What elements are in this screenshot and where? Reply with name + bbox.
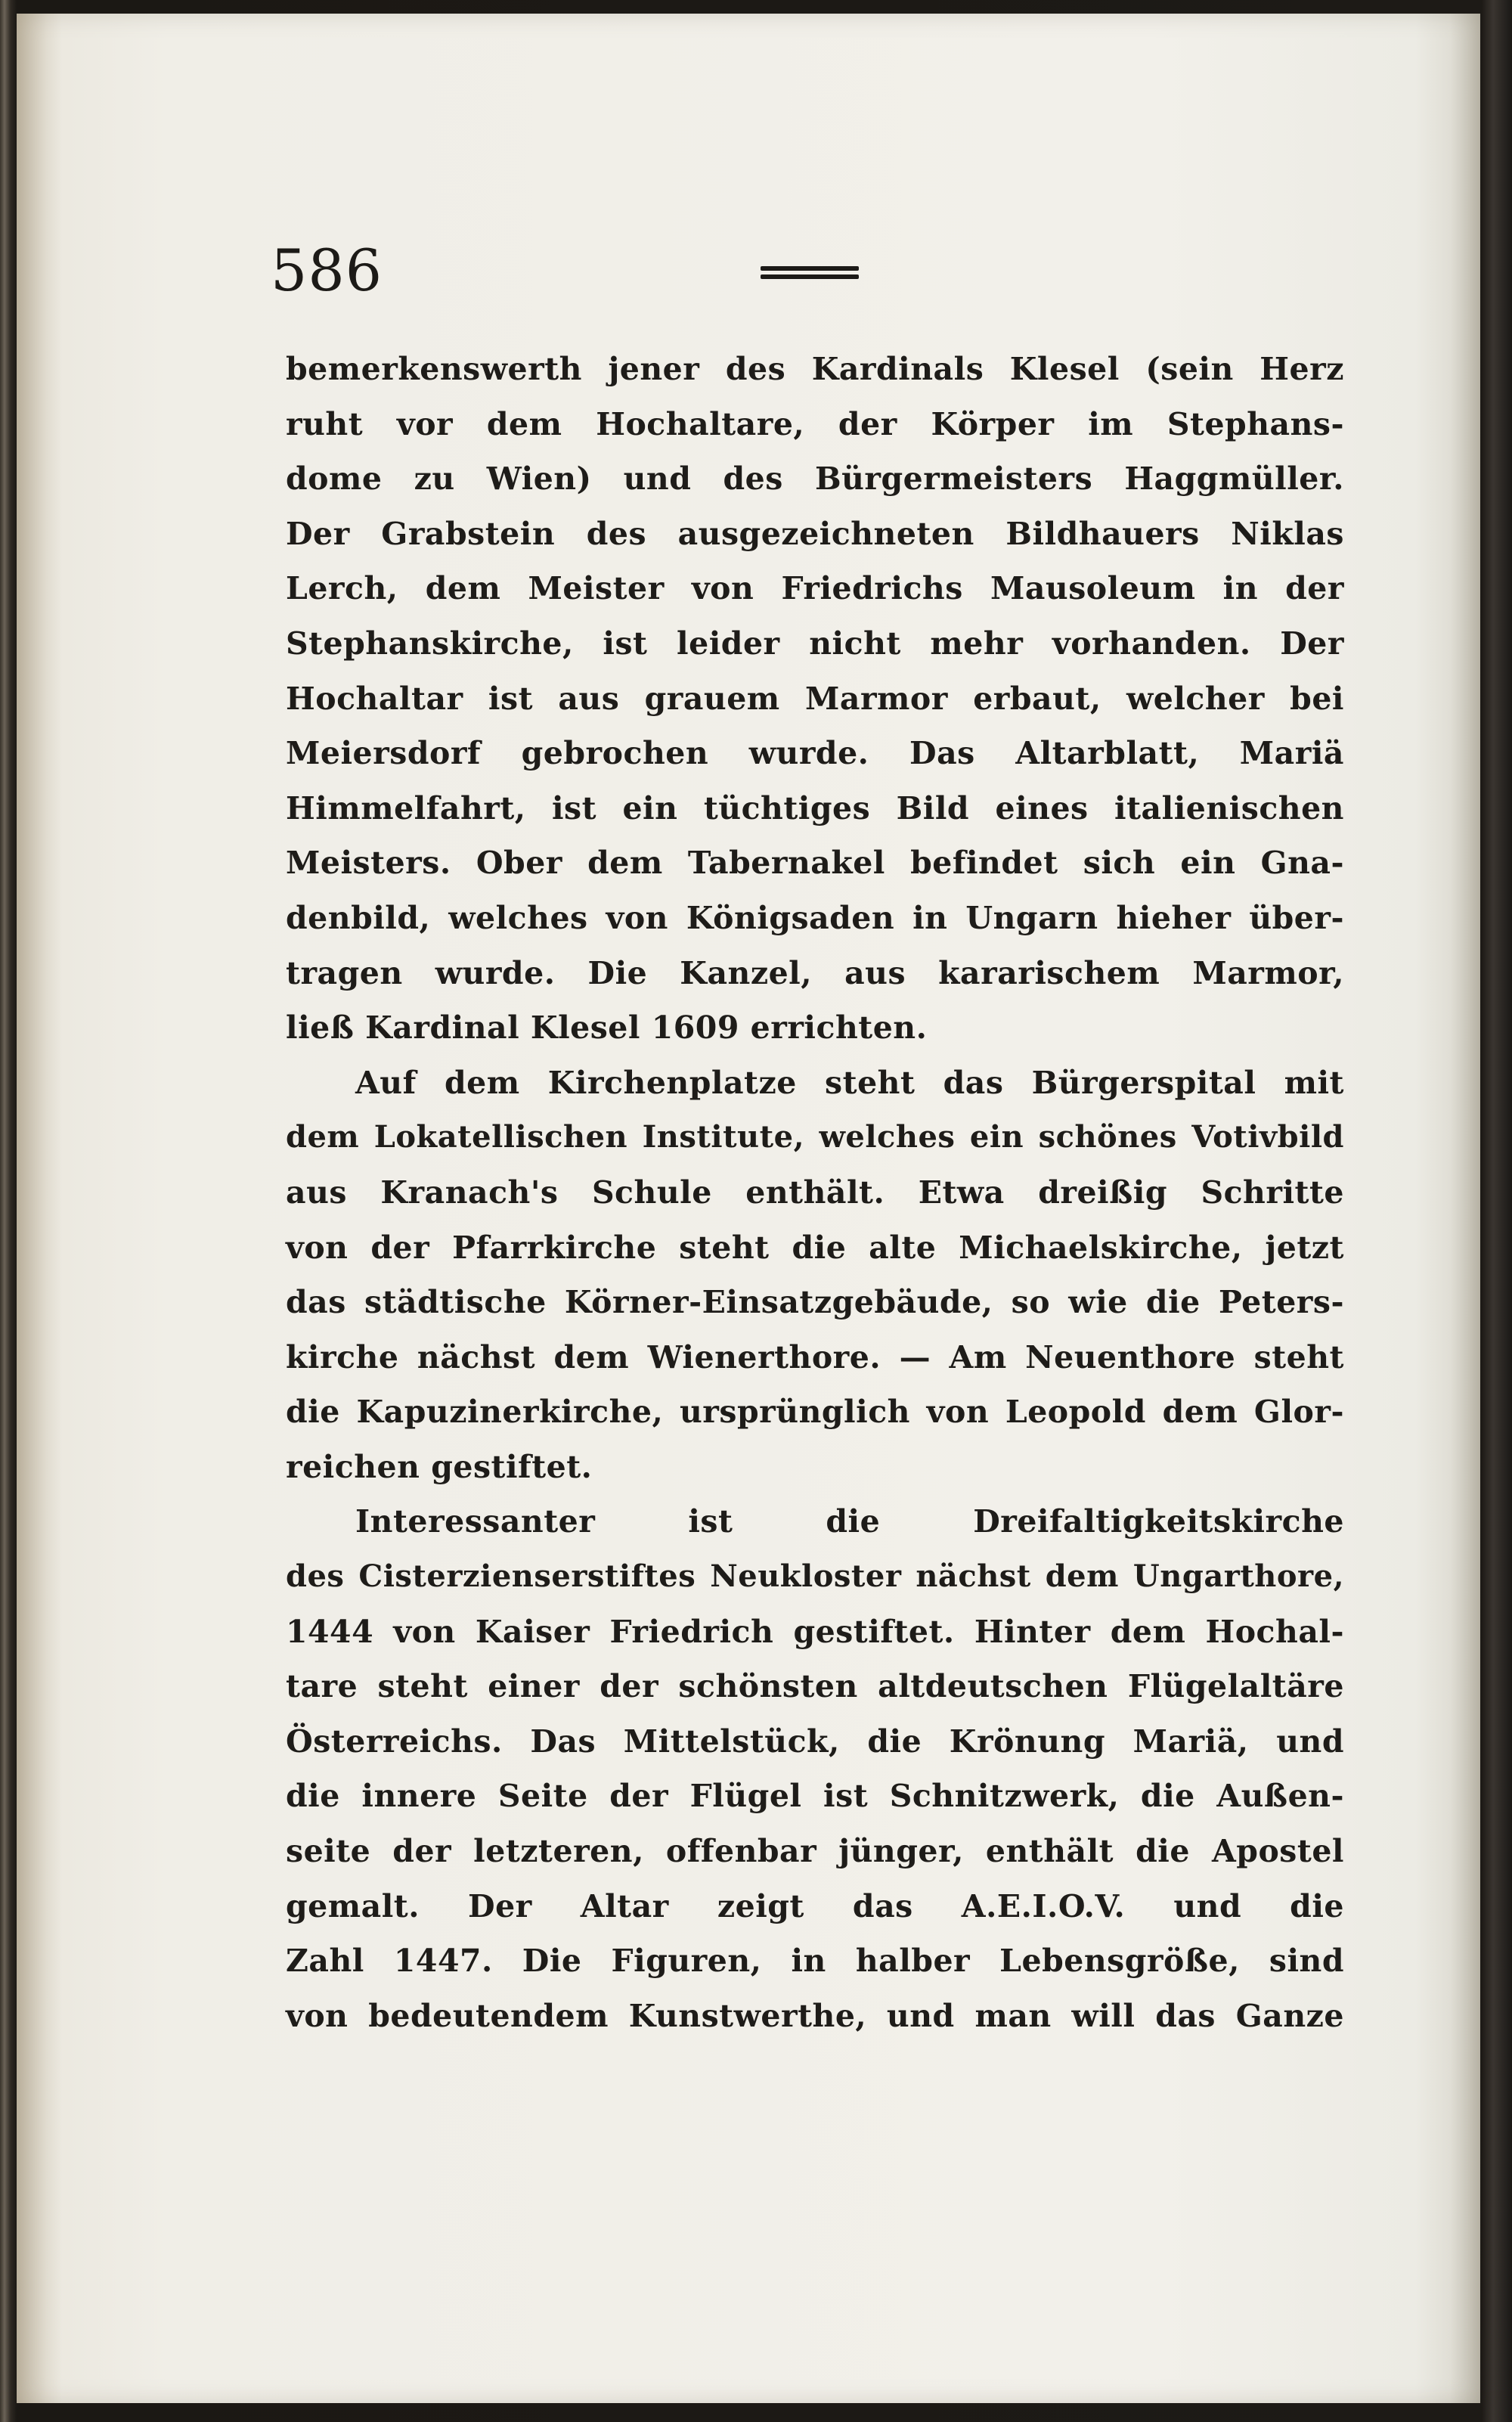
text-line: Meisters. Ober dem Tabernakel befindet sich ein Gna- [286, 845, 1344, 882]
text-line: reichen gestiftet. [286, 1448, 593, 1485]
text-line: tare steht einer der schönsten altdeutschen Flügelaltäre [286, 1668, 1344, 1705]
text-line: tragen wurde. Die Kanzel, aus kararischem Marmor, [286, 954, 1344, 991]
text-line: Der Grabstein des ausgezeichneten Bildhauers Niklas [286, 515, 1344, 552]
text-line: Österreichs. Das Mittelstück, die Krönung Mariä, und [286, 1723, 1344, 1760]
text-line: dome zu Wien) und des Bürgermeisters Haggmüller. [286, 461, 1344, 498]
text-line: das städtische Körner-Einsatzgebäude, so wie die Peters- [286, 1284, 1344, 1321]
header-rule [761, 266, 859, 281]
text-line: dem Lokatellischen Institute, welches ein schönes Votivbild [286, 1119, 1344, 1155]
text-line: Meiersdorf gebrochen wurde. Das Altarblatt, Mariä [286, 735, 1344, 772]
text-line: Himmelfahrt, ist ein tüchtiges Bild eines italienischen [286, 789, 1344, 826]
body-text [286, 342, 1344, 2043]
text-line: Stephanskirche, ist leider nicht mehr vorhanden. Der [286, 625, 1344, 662]
page-header [271, 237, 1344, 304]
text-line: ließ Kardinal Klesel 1609 errichten. [286, 1009, 928, 1047]
text-line: die innere Seite der Flügel ist Schnitzwerk, die Außen- [286, 1778, 1344, 1815]
text-line: des Cisterzienserstiftes Neukloster nächst dem Ungarthore, [286, 1558, 1344, 1595]
text-line: von bedeutendem Kunstwerthe, und man will das Ganze [286, 1997, 1344, 2034]
text-line: gemalt. Der Altar zeigt das A.E.I.O.V. und die [286, 1887, 1344, 1924]
text-line: Hochaltar ist aus grauem Marmor erbaut, welcher bei [286, 680, 1344, 717]
page-edge-shading [1450, 14, 1480, 2403]
text-line: Lerch, dem Meister von Friedrichs Mausoleum in der [286, 570, 1344, 607]
text-line: Zahl 1447. Die Figuren, in halber Lebensgröße, sind [286, 1943, 1344, 1980]
text-line: die Kapuzinerkirche, ursprünglich von Leopold dem Glor- [286, 1394, 1344, 1431]
text-line: Auf dem Kirchenplatze steht das Bürgerspital mit [355, 1064, 1344, 1101]
page-number: 586 [271, 237, 383, 304]
text-line: ruht vor dem Hochaltare, der Körper im Stephans- [286, 405, 1344, 442]
text-line: aus Kranach's Schule enthält. Etwa dreißig Schritte [286, 1174, 1344, 1211]
text-line: Interessanter ist die Dreifaltigkeitskirche [355, 1503, 1344, 1540]
text-line: denbild, welches von Königsaden in Ungarn hieher über- [286, 899, 1344, 936]
text-line: von der Pfarrkirche steht die alte Michaelskirche, jetzt [286, 1229, 1344, 1266]
page-gutter-shading [17, 14, 62, 2403]
text-line: 1444 von Kaiser Friedrich gestiftet. Hinter dem Hochal- [286, 1613, 1344, 1650]
text-line: bemerkenswerth jener des Kardinals Klesel (sein Herz [286, 351, 1344, 387]
text-line: seite der letzteren, offenbar jünger, enthält die Apostel [286, 1833, 1344, 1870]
text-line: kirche nächst dem Wienerthore. — Am Neuenthore steht [286, 1338, 1344, 1375]
